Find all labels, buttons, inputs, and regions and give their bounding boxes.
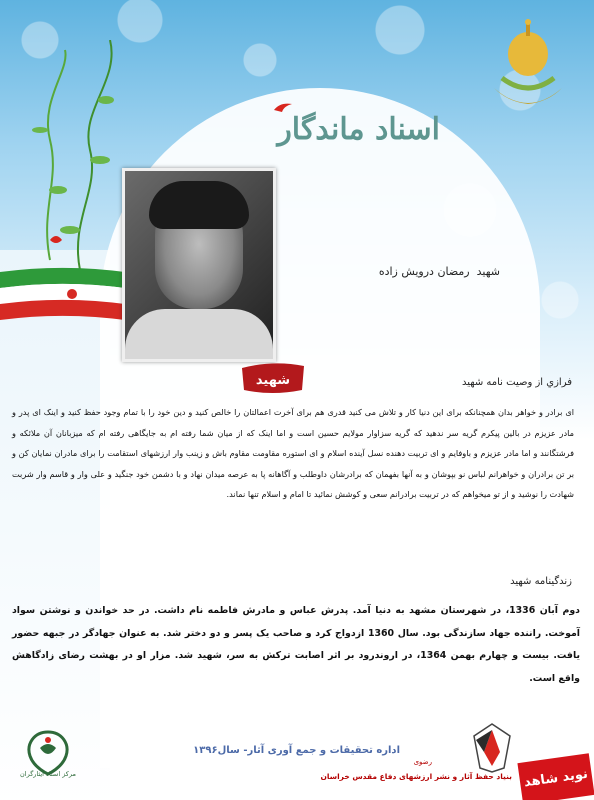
right-org-label: بنیاد حفظ آثار و نشر ارزشهای دفاع مقدس خراسان (320, 772, 512, 781)
left-org-label: مرکز اسناد ایثارگران (20, 770, 76, 778)
biography-heading: زندگينامه شهيد (510, 576, 572, 587)
bird-icon (272, 100, 294, 114)
badge-label: شهید (255, 373, 291, 388)
will-heading: فرازي از وصيت نامه شهيد (461, 377, 572, 388)
brand-label: نوید شاهد (523, 766, 589, 791)
page-title: اسناد ماندگار (277, 112, 440, 147)
sacred-defense-logo (470, 722, 514, 774)
right-org-region: رضوی (413, 758, 432, 766)
shrine-dome-logo (488, 18, 566, 114)
biography-text: دوم آبان 1336، در شهرستان مشهد به دنیا آمد. پدرش عباس و مادرش فاطمه نام داشت. در حد خواندن و نوشتن سواد آموخت. راننده جهاد سازندگی بود. سال 1360 ازدواج کرد و صاحب یک پسر و دو دختر شد. به عنوان جهادگر در جبهه حضور یافت. بیست و چهارم بهمن 1364، در اروندرود بر اثر اصابت ترکش به سر، شهید شد. مزار او در بهشت رضای زادگاهش واقع است. (12, 605, 580, 684)
background-wall (0, 250, 110, 800)
footer-office: اداره تحقیقات و جمع آوری آثار- سال۱۳۹۶ (193, 745, 400, 756)
martyr-name: شهيد رمضان درويش زاده (378, 265, 500, 278)
martyr-photo (122, 168, 276, 362)
will-text: ای برادر و خواهر بدان همچنانکه برای این دنیا کار و تلاش می کنید قدری هم برای آخرت اعمالتان را خالص کنید و دین خود را با تمام وجود حفظ کنید و اینک ای پدر و مادر عزیزم در بالین پیکرم گریه سر ندهید که گریه سزاوار مولایم حسین است و اما اینک که از میان شما رفته ام به جایگاهی رفته ام که میزبانان آن ملائکه و فرشتگانند و اما مادر عزیزم و باوفایم و ای تربیت دهنده نسل آینده اسلام و ای استوره مقاومت مقاوم باش و زینب وار ارزشهای استقامت را برای مادران نمایان کن و بر تن برادران و خواهرانم لباس نو بپوشان و به آنها بفهمان که برادرشان داوطلب و آگاهانه پا به عرصه میدان نهاد و با دشمن خود جنگید و علی وار و قاسم وار شربت شهادت را نوشید و از تو میخواهم که در تربیت برادرانم سعی و کوشش نمائید تا امام و اسلام تنها نماند. (12, 407, 574, 500)
martyr-badge (238, 360, 308, 396)
